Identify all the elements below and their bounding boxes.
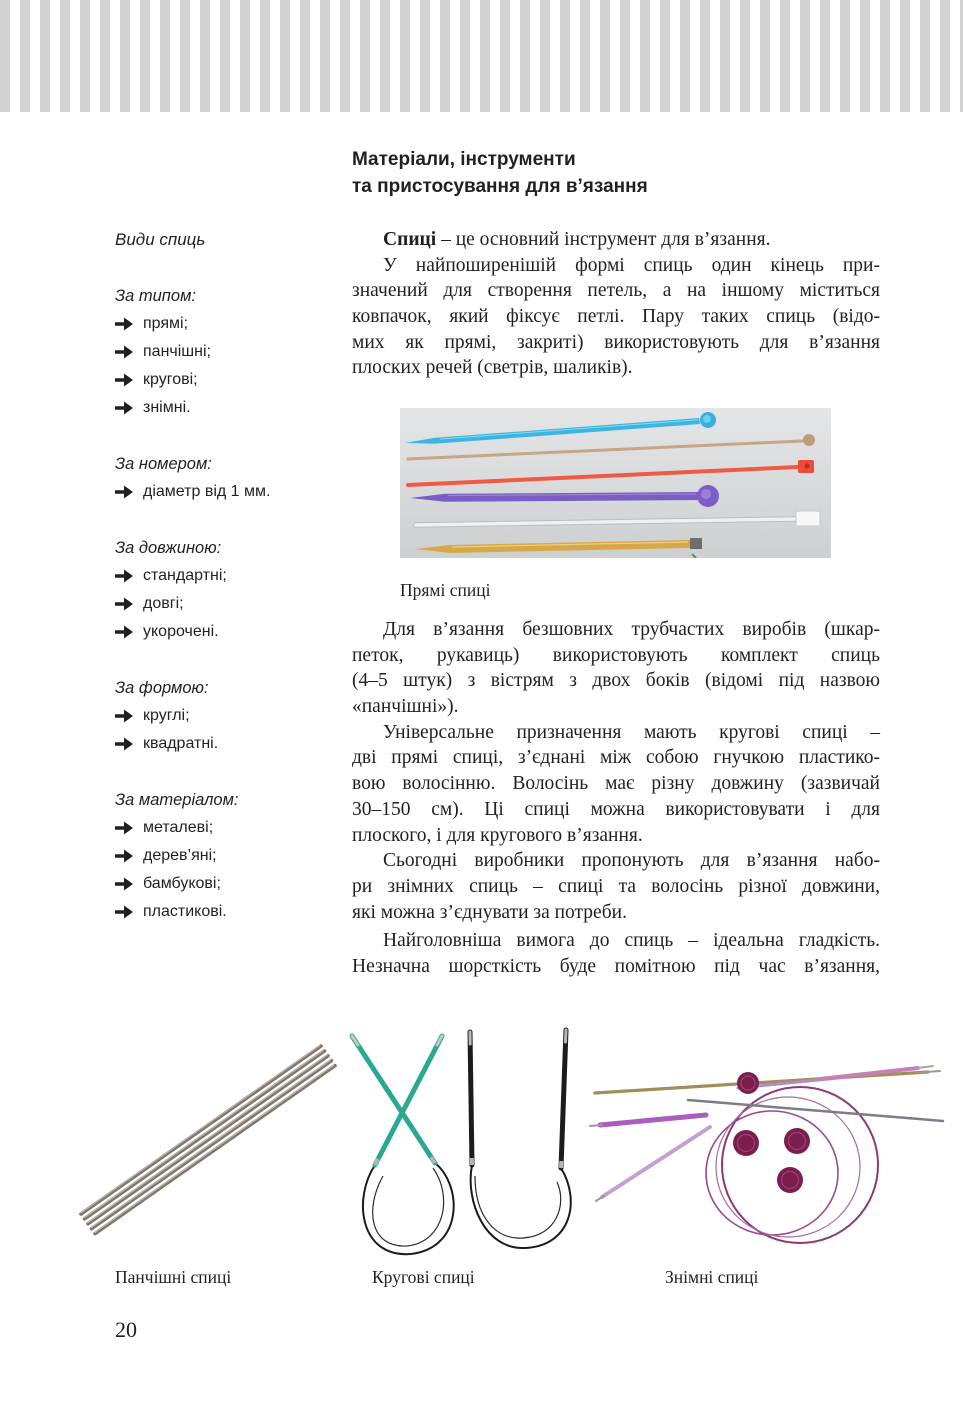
needle-dpn xyxy=(94,1065,335,1234)
group-label-shape: За формою: xyxy=(115,679,209,697)
list-item-text: металеві; xyxy=(143,819,214,836)
caption-dpn-needles: Панчішні спиці xyxy=(115,1267,232,1287)
list-item xyxy=(115,702,340,730)
paragraph-line: мих як прямі, закриті) використовують для в’язання xyxy=(352,331,880,353)
arrow-right-icon xyxy=(115,709,133,723)
paragraph-line: значений для створення петель, а на іншому міститься xyxy=(352,280,880,302)
paragraph-line: Для в’язання безшовних трубчастих виробів (шкар- xyxy=(383,619,880,640)
needle-dpn xyxy=(80,1045,321,1214)
sidebar-heading: Види спиць xyxy=(115,230,206,249)
dpn-needles-photo xyxy=(75,1040,340,1240)
list-item-text: стандартні; xyxy=(143,567,227,584)
list-item xyxy=(115,478,340,506)
paragraph-line xyxy=(352,227,880,253)
caption-circular-needles: Кругові спиці xyxy=(372,1267,475,1287)
list-item xyxy=(115,870,340,898)
arrow-right-icon xyxy=(115,569,133,583)
straight-needles-photo xyxy=(400,408,831,558)
list-item-text: круглі; xyxy=(143,707,190,724)
paragraph-line: ри знімних спиць – спиці та волосінь різної довжини, xyxy=(352,875,880,897)
list-item-text: знімні. xyxy=(143,399,191,416)
paragraph-line: Універсальне призначення мають кругові спиці – xyxy=(383,721,880,743)
arrow-right-icon xyxy=(115,345,133,359)
arrow-right-icon xyxy=(115,737,133,751)
list-item xyxy=(115,618,340,646)
paragraph-line: плоских речей (светрів, шаликів). xyxy=(352,357,633,379)
circular-needles-photo xyxy=(345,1026,590,1260)
header-stripes xyxy=(0,0,963,112)
list-item-text: бамбукові; xyxy=(143,875,221,892)
paragraph-line: петок, рукавиць) використовують комплект спиць xyxy=(352,644,880,666)
list-item xyxy=(115,898,340,926)
needles-set xyxy=(590,1066,943,1201)
paragraph-line: У найпоширенішій формі спиць один кінець при- xyxy=(383,254,880,276)
arrow-right-icon xyxy=(115,401,133,415)
list-item xyxy=(115,842,340,870)
body-text-block-1 xyxy=(352,227,880,381)
list-item xyxy=(115,310,340,338)
arrow-right-icon xyxy=(115,821,133,835)
paragraph xyxy=(352,928,880,979)
list-item-text: пластикові. xyxy=(143,903,227,920)
paragraph-line: вою волосінню. Волосінь має різну довжину (зазвичай xyxy=(352,773,880,795)
list-item-text: прямі; xyxy=(143,315,189,332)
section-title-line-2: та пристосування для в’язання xyxy=(352,176,648,197)
list-item xyxy=(115,814,340,842)
paragraph-line: «панчішні»). xyxy=(352,696,459,718)
sidebar-needle-types xyxy=(115,226,340,926)
list-item-text: кругові; xyxy=(143,371,198,388)
list-item xyxy=(115,338,340,366)
term: Спиці xyxy=(383,229,437,250)
circular-needle-black xyxy=(470,1030,571,1248)
body-text-block-2 xyxy=(352,617,880,980)
group-label-material: За матеріалом: xyxy=(115,791,239,809)
arrow-right-icon xyxy=(115,905,133,919)
arrow-right-icon xyxy=(115,317,133,331)
arrow-right-icon xyxy=(115,877,133,891)
paragraph-line: Незначна шорсткість буде помітною під час в’язання, xyxy=(352,955,880,977)
paragraph-line: ковпачок, який фіксує петлі. Пару таких спиць (відо- xyxy=(352,306,880,328)
arrow-right-icon xyxy=(115,625,133,639)
circular-needle-teal xyxy=(352,1036,454,1254)
section-title-line-1: Матеріали, інструменти xyxy=(352,149,576,170)
list-item xyxy=(115,590,340,618)
list-item xyxy=(115,394,340,422)
needle-dpn xyxy=(84,1050,325,1219)
group-label-length: За довжиною: xyxy=(115,539,222,557)
needle-dpn xyxy=(87,1055,328,1224)
list-item xyxy=(115,562,340,590)
term-definition: – це основний інструмент для в’язання. xyxy=(441,229,771,250)
paragraph-line: дві прямі спиці, з’єднані між собою гнучкою пластико- xyxy=(352,747,880,769)
paragraph-line: плоского, і для кругового в’язання. xyxy=(352,824,643,846)
group-label-number: За номером: xyxy=(115,455,212,473)
paragraph-line: 30–150 см). Ці спиці можна використовувати і для xyxy=(352,798,880,820)
paragraph-line: які можна з’єднувати за потреби. xyxy=(352,901,627,923)
list-item-text: діаметр від 1 мм. xyxy=(143,483,271,500)
list-item-text: укорочені. xyxy=(143,623,219,640)
list-item xyxy=(115,366,340,394)
section-title xyxy=(352,146,648,200)
interchangeable-needles-photo xyxy=(588,1055,948,1248)
needle-dpn xyxy=(91,1060,332,1229)
end-cap-buttons xyxy=(733,1072,810,1193)
group-label-type: За типом: xyxy=(115,287,196,305)
arrow-right-icon xyxy=(115,597,133,611)
list-item-text: дерев’яні; xyxy=(143,847,217,864)
list-item xyxy=(115,730,340,758)
paragraph-line: (4–5 штук) з вістрям з двох боків (відомі під назвою xyxy=(352,670,880,692)
caption-interchangeable-needles: Знімні спиці xyxy=(665,1267,759,1287)
caption-straight-needles: Прямі спиці xyxy=(400,580,491,600)
list-item-text: квадратні. xyxy=(143,735,219,752)
paragraph-line: Сьогодні виробники пропонують для в’язання набо- xyxy=(383,850,880,872)
arrow-right-icon xyxy=(115,849,133,863)
arrow-right-icon xyxy=(115,373,133,387)
list-item-text: панчішні; xyxy=(143,343,211,360)
arrow-right-icon xyxy=(115,485,133,499)
cables xyxy=(706,1087,878,1243)
paragraph-line: Найголовніша вимога до спиць – ідеальна гладкість. xyxy=(383,930,880,952)
page-number: 20 xyxy=(115,1317,137,1342)
list-item-text: довгі; xyxy=(143,595,184,612)
